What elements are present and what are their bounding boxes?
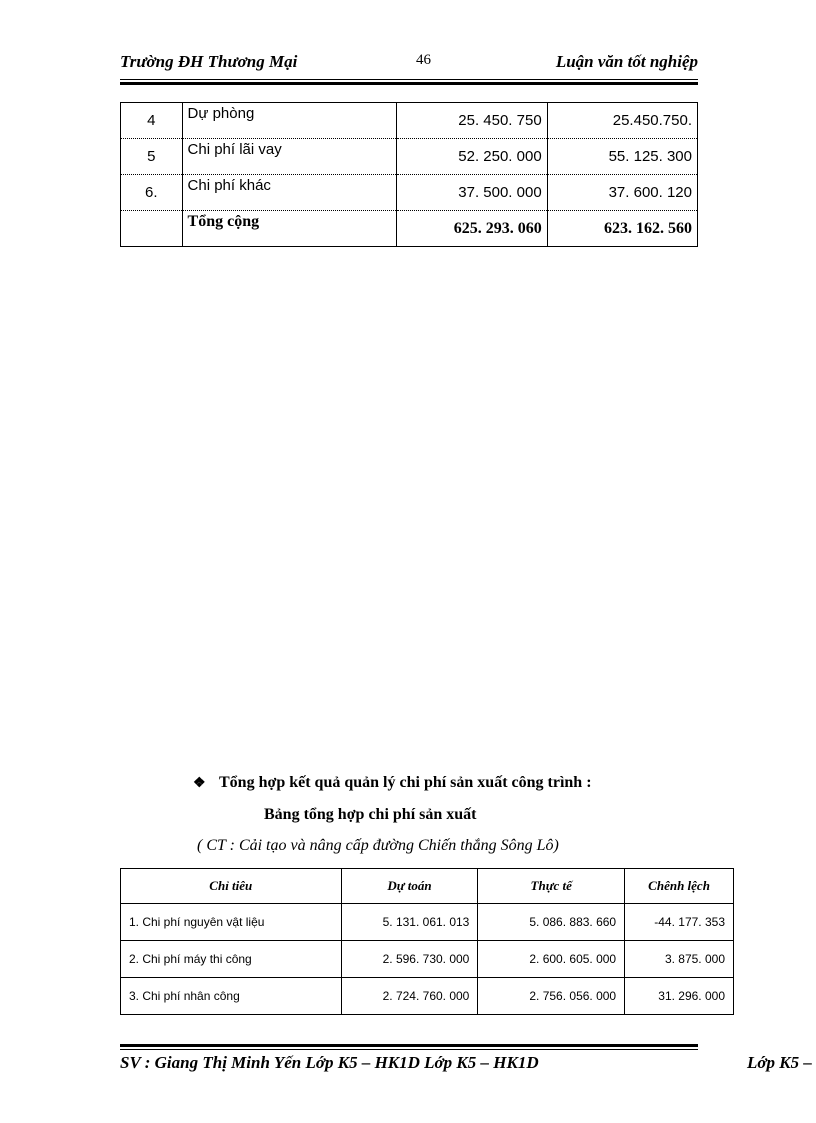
row-estimate: 37. 500. 000 <box>397 175 547 211</box>
row-indicator: 1. Chi phí nguyên vật liệu <box>121 904 342 941</box>
row-name: Dự phòng <box>182 103 397 139</box>
row-index: 4 <box>121 103 183 139</box>
row-index: 5 <box>121 139 183 175</box>
row-actual: 37. 600. 120 <box>547 175 697 211</box>
header-indicator: Chỉ tiêu <box>121 869 342 904</box>
table-row <box>121 941 734 978</box>
total-estimate: 625. 293. 060 <box>397 211 547 247</box>
total-row <box>121 211 698 247</box>
table-row <box>121 139 698 175</box>
row-index: 6. <box>121 175 183 211</box>
row-estimate: 2. 596. 730. 000 <box>341 941 478 978</box>
row-actual: 2. 600. 605. 000 <box>478 941 625 978</box>
page-footer <box>120 1053 816 1077</box>
row-estimate: 52. 250. 000 <box>397 139 547 175</box>
table-row <box>121 904 734 941</box>
project-caption: ( CT : Cải tạo và nâng cấp đường Chiến thắng Sông Lô) <box>197 837 559 854</box>
footer-rule-thick <box>120 1044 698 1047</box>
total-label: Tổng cộng <box>182 211 397 247</box>
table-row <box>121 175 698 211</box>
row-difference: 3. 875. 000 <box>625 941 734 978</box>
total-index <box>121 211 183 247</box>
header-school: Trường ĐH Thương Mại <box>120 52 298 71</box>
row-estimate: 25. 450. 750 <box>397 103 547 139</box>
row-estimate: 2. 724. 760. 000 <box>341 978 478 1015</box>
footer-student: SV : Giang Thị Minh Yến Lớp K5 – HK1D Lớp K5 – HK1D <box>120 1053 539 1072</box>
row-difference: -44. 177. 353 <box>625 904 734 941</box>
row-estimate: 5. 131. 061. 013 <box>341 904 478 941</box>
header-rule-thin <box>120 79 698 80</box>
row-actual: 25.450.750. <box>547 103 697 139</box>
header-rule-thick <box>120 82 698 85</box>
table-row <box>121 103 698 139</box>
row-name: Chi phí khác <box>182 175 397 211</box>
table-subtitle: Bảng tổng hợp chi phí sản xuất <box>264 806 477 823</box>
page-number: 46 <box>416 52 431 68</box>
summary-table <box>120 868 734 1015</box>
row-actual: 2. 756. 056. 000 <box>478 978 625 1015</box>
total-actual: 623. 162. 560 <box>547 211 697 247</box>
header-difference: Chênh lệch <box>625 869 734 904</box>
row-indicator: 3. Chi phí nhân công <box>121 978 342 1015</box>
cost-table <box>120 102 698 247</box>
header-estimate: Dự toán <box>341 869 478 904</box>
row-indicator: 2. Chi phí máy thi công <box>121 941 342 978</box>
table-header-row <box>121 869 734 904</box>
row-actual: 5. 086. 883. 660 <box>478 904 625 941</box>
header-thesis: Luận văn tốt nghiệp <box>555 52 698 71</box>
page-header <box>120 52 698 76</box>
footer-class: Lớp K5 – <box>747 1053 812 1072</box>
diamond-bullet-icon: ❖ <box>193 776 206 791</box>
section-title <box>193 774 592 792</box>
section-title-text: Tổng hợp kết quả quản lý chi phí sản xuất công trình : <box>219 774 592 791</box>
footer-rule-thin <box>120 1049 698 1050</box>
table-row <box>121 978 734 1015</box>
row-name: Chi phí lãi vay <box>182 139 397 175</box>
row-difference: 31. 296. 000 <box>625 978 734 1015</box>
header-actual: Thực tế <box>478 869 625 904</box>
row-actual: 55. 125. 300 <box>547 139 697 175</box>
